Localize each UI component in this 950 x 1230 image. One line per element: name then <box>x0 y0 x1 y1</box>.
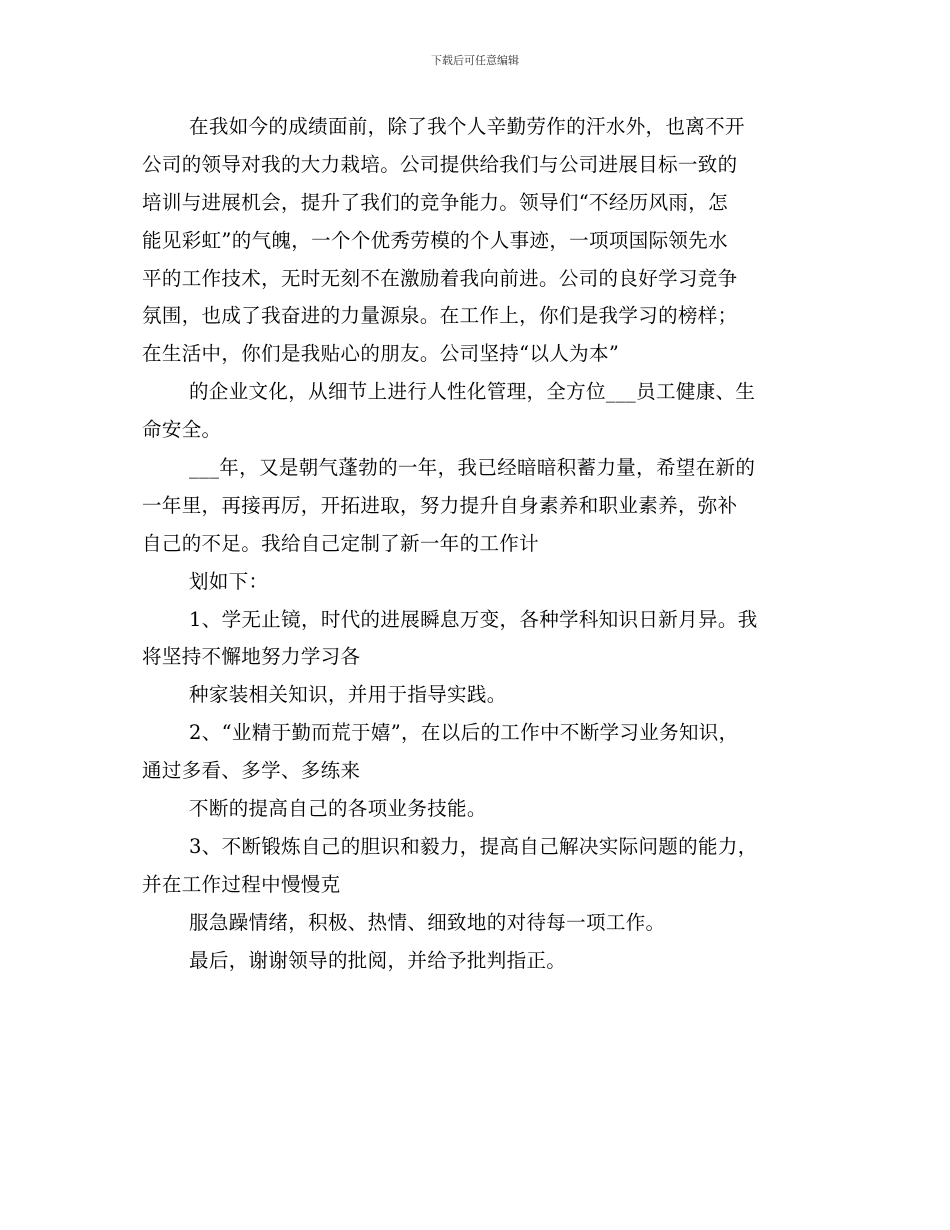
text-line: 3、不断锻炼自己的胆识和毅力，提高自己解决实际问题的能力， <box>189 834 758 858</box>
text-line: 并在工作过程中慢慢克 <box>142 872 341 896</box>
text-line: 划如下： <box>189 569 269 593</box>
text-line: 最后，谢谢领导的批阅，并给予批判指正。 <box>189 948 567 972</box>
text-line: 不断的提高自己的各项业务技能。 <box>189 797 487 821</box>
text-line: 2、“业精于勤而荒于嬉”，在以后的工作中不断学习业务知识， <box>189 721 739 745</box>
page-header: 下载后可任意编辑 <box>431 54 519 67</box>
text-line: 能见彩虹”的气魄，一个个优秀劳模的个人事迹，一项项国际领先水 <box>142 228 728 252</box>
text-line: 公司的领导对我的大力栽培。公司提供给我们与公司进展目标一致的 <box>142 152 738 176</box>
text-line: 1、学无止镜，时代的进展瞬息万变，各种学科知识日新月异。我 <box>189 607 758 631</box>
text-line: 将坚持不懈地努力学习各 <box>142 645 361 669</box>
text-line: 氛围，也成了我奋进的力量源泉。在工作上，你们是我学习的榜样； <box>142 304 738 328</box>
text-line: 的企业文化，从细节上进行人性化管理，全方位___员工健康、生 <box>189 380 756 404</box>
text-line: ___年，又是朝气蓬勃的一年，我已经暗暗积蓄力量，希望在新的 <box>189 456 756 480</box>
text-line: 通过多看、多学、多练来 <box>142 759 361 783</box>
text-line: 种家装相关知识，并用于指导实践。 <box>189 683 507 707</box>
text-line: 平的工作技术，无时无刻不在激励着我向前进。公司的良好学习竞争 <box>142 266 738 290</box>
document-body <box>142 108 812 979</box>
text-line: 服急躁情绪，积极、热情、细致地的对待每一项工作。 <box>189 910 666 934</box>
text-line: 在我如今的成绩面前，除了我个人辛勤劳作的汗水外，也离不开 <box>189 115 745 138</box>
text-line: 一年里，再接再厉，开拓进取，努力提升自身素养和职业素养，弥补 <box>142 493 738 517</box>
text-line: 培训与进展机会，提升了我们的竞争能力。领导们“不经历风雨，怎 <box>142 190 728 214</box>
text-line: 命安全。 <box>142 418 222 442</box>
text-line: 自己的不足。我给自己定制了新一年的工作计 <box>142 531 540 555</box>
text-line: 在生活中，你们是我贴心的朋友。公司坚持“以人为本” <box>142 342 620 366</box>
